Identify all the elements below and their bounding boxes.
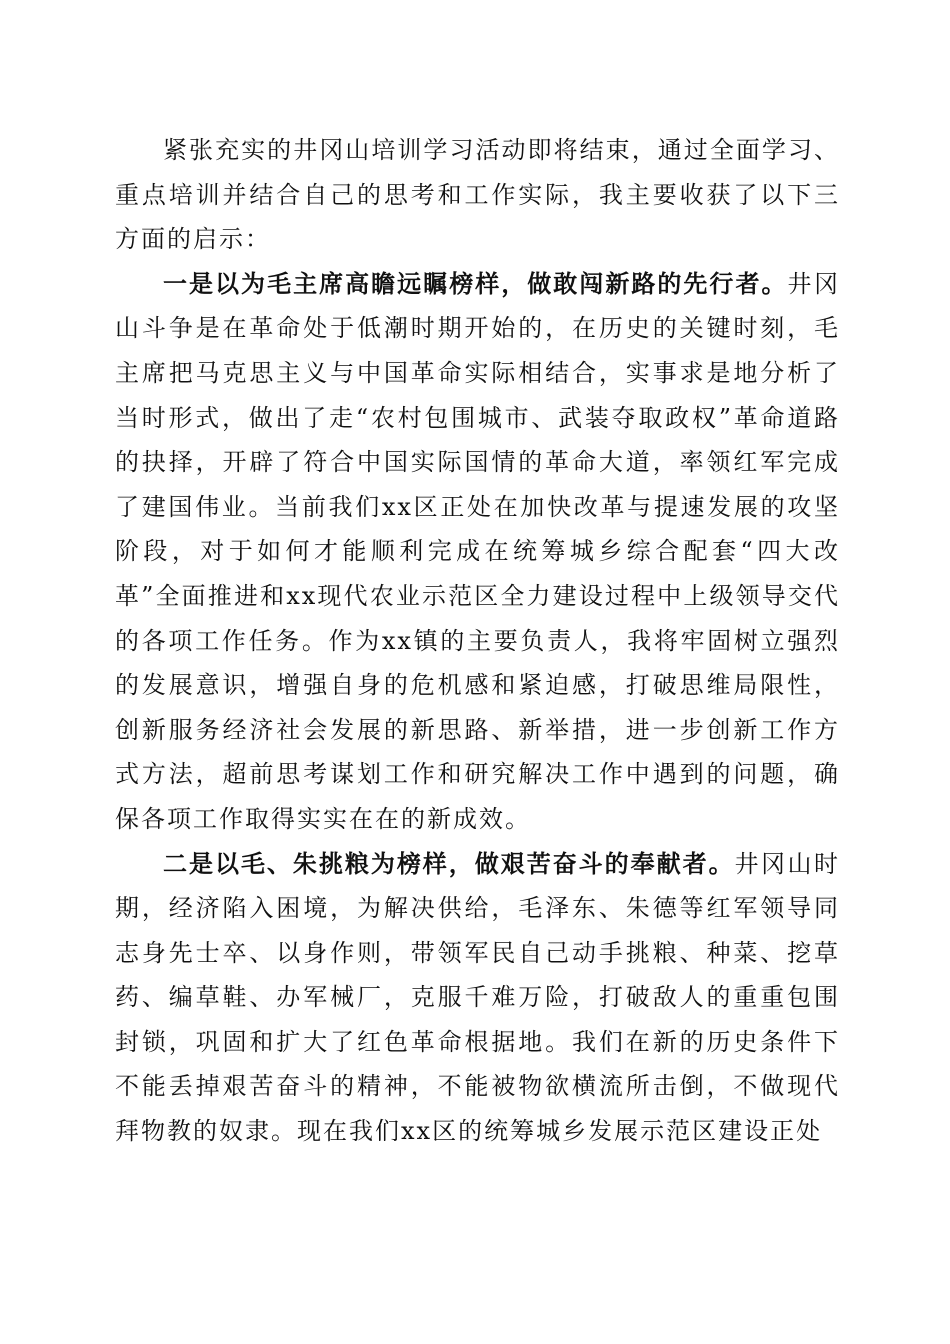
section-heading-2: 二是以毛、朱挑粮为榜样，做艰苦奋斗的奉献者。 — [163, 848, 735, 878]
section-heading-1: 一是以为毛主席高瞻远瞩榜样，做敢闯新路的先行者。 — [163, 268, 788, 298]
section-paragraph-1 — [115, 262, 840, 842]
section-paragraph-2 — [115, 842, 840, 1154]
section-body-2: 井冈山时期，经济陷入困境，为解决供给，毛泽东、朱德等红军领导同志身先士卒、以身作则，带领军民自己动手挑粮、种菜、挖草药、编草鞋、办军械厂，克服千难万险，打破敌人的重重包围封锁，巩固和扩大了红色革命根据地。我们在新的历史条件下不能丢掉艰苦奋斗的精神，不能被物欲横流所击倒，不做现代拜物教的奴隶。现在我们xx区的统筹城乡发展示范区建设正处 — [115, 849, 841, 1146]
document-body — [115, 128, 840, 1154]
section-body-1: 井冈山斗争是在革命处于低潮时期开始的，在历史的关键时刻，毛主席把马克思主义与中国革命实际相结合，实事求是地分析了当时形式，做出了走“农村包围城市、武装夺取政权”革命道路的抉择，开辟了符合中国实际国情的革命大道，率领红军完成了建国伟业。当前我们xx区正处在加快改革与提速发展的攻坚阶段，对于如何才能顺利完成在统筹城乡综合配套“四大改革”全面推进和xx现代农业示范区全力建设过程中上级领导交代的各项工作任务。作为xx镇的主要负责人，我将牢固树立强烈的发展意识，增强自身的危机感和紧迫感，打破思维局限性，创新服务经济社会发展的新思路、新举措，进一步创新工作方式方法，超前思考谋划工作和研究解决工作中遇到的问题，确保各项工作取得实实在在的新成效。 — [115, 269, 841, 833]
intro-paragraph — [115, 128, 840, 262]
intro-text: 紧张充实的井冈山培训学习活动即将结束，通过全面学习、重点培训并结合自己的思考和工作实际，我主要收获了以下三方面的启示： — [115, 136, 840, 254]
